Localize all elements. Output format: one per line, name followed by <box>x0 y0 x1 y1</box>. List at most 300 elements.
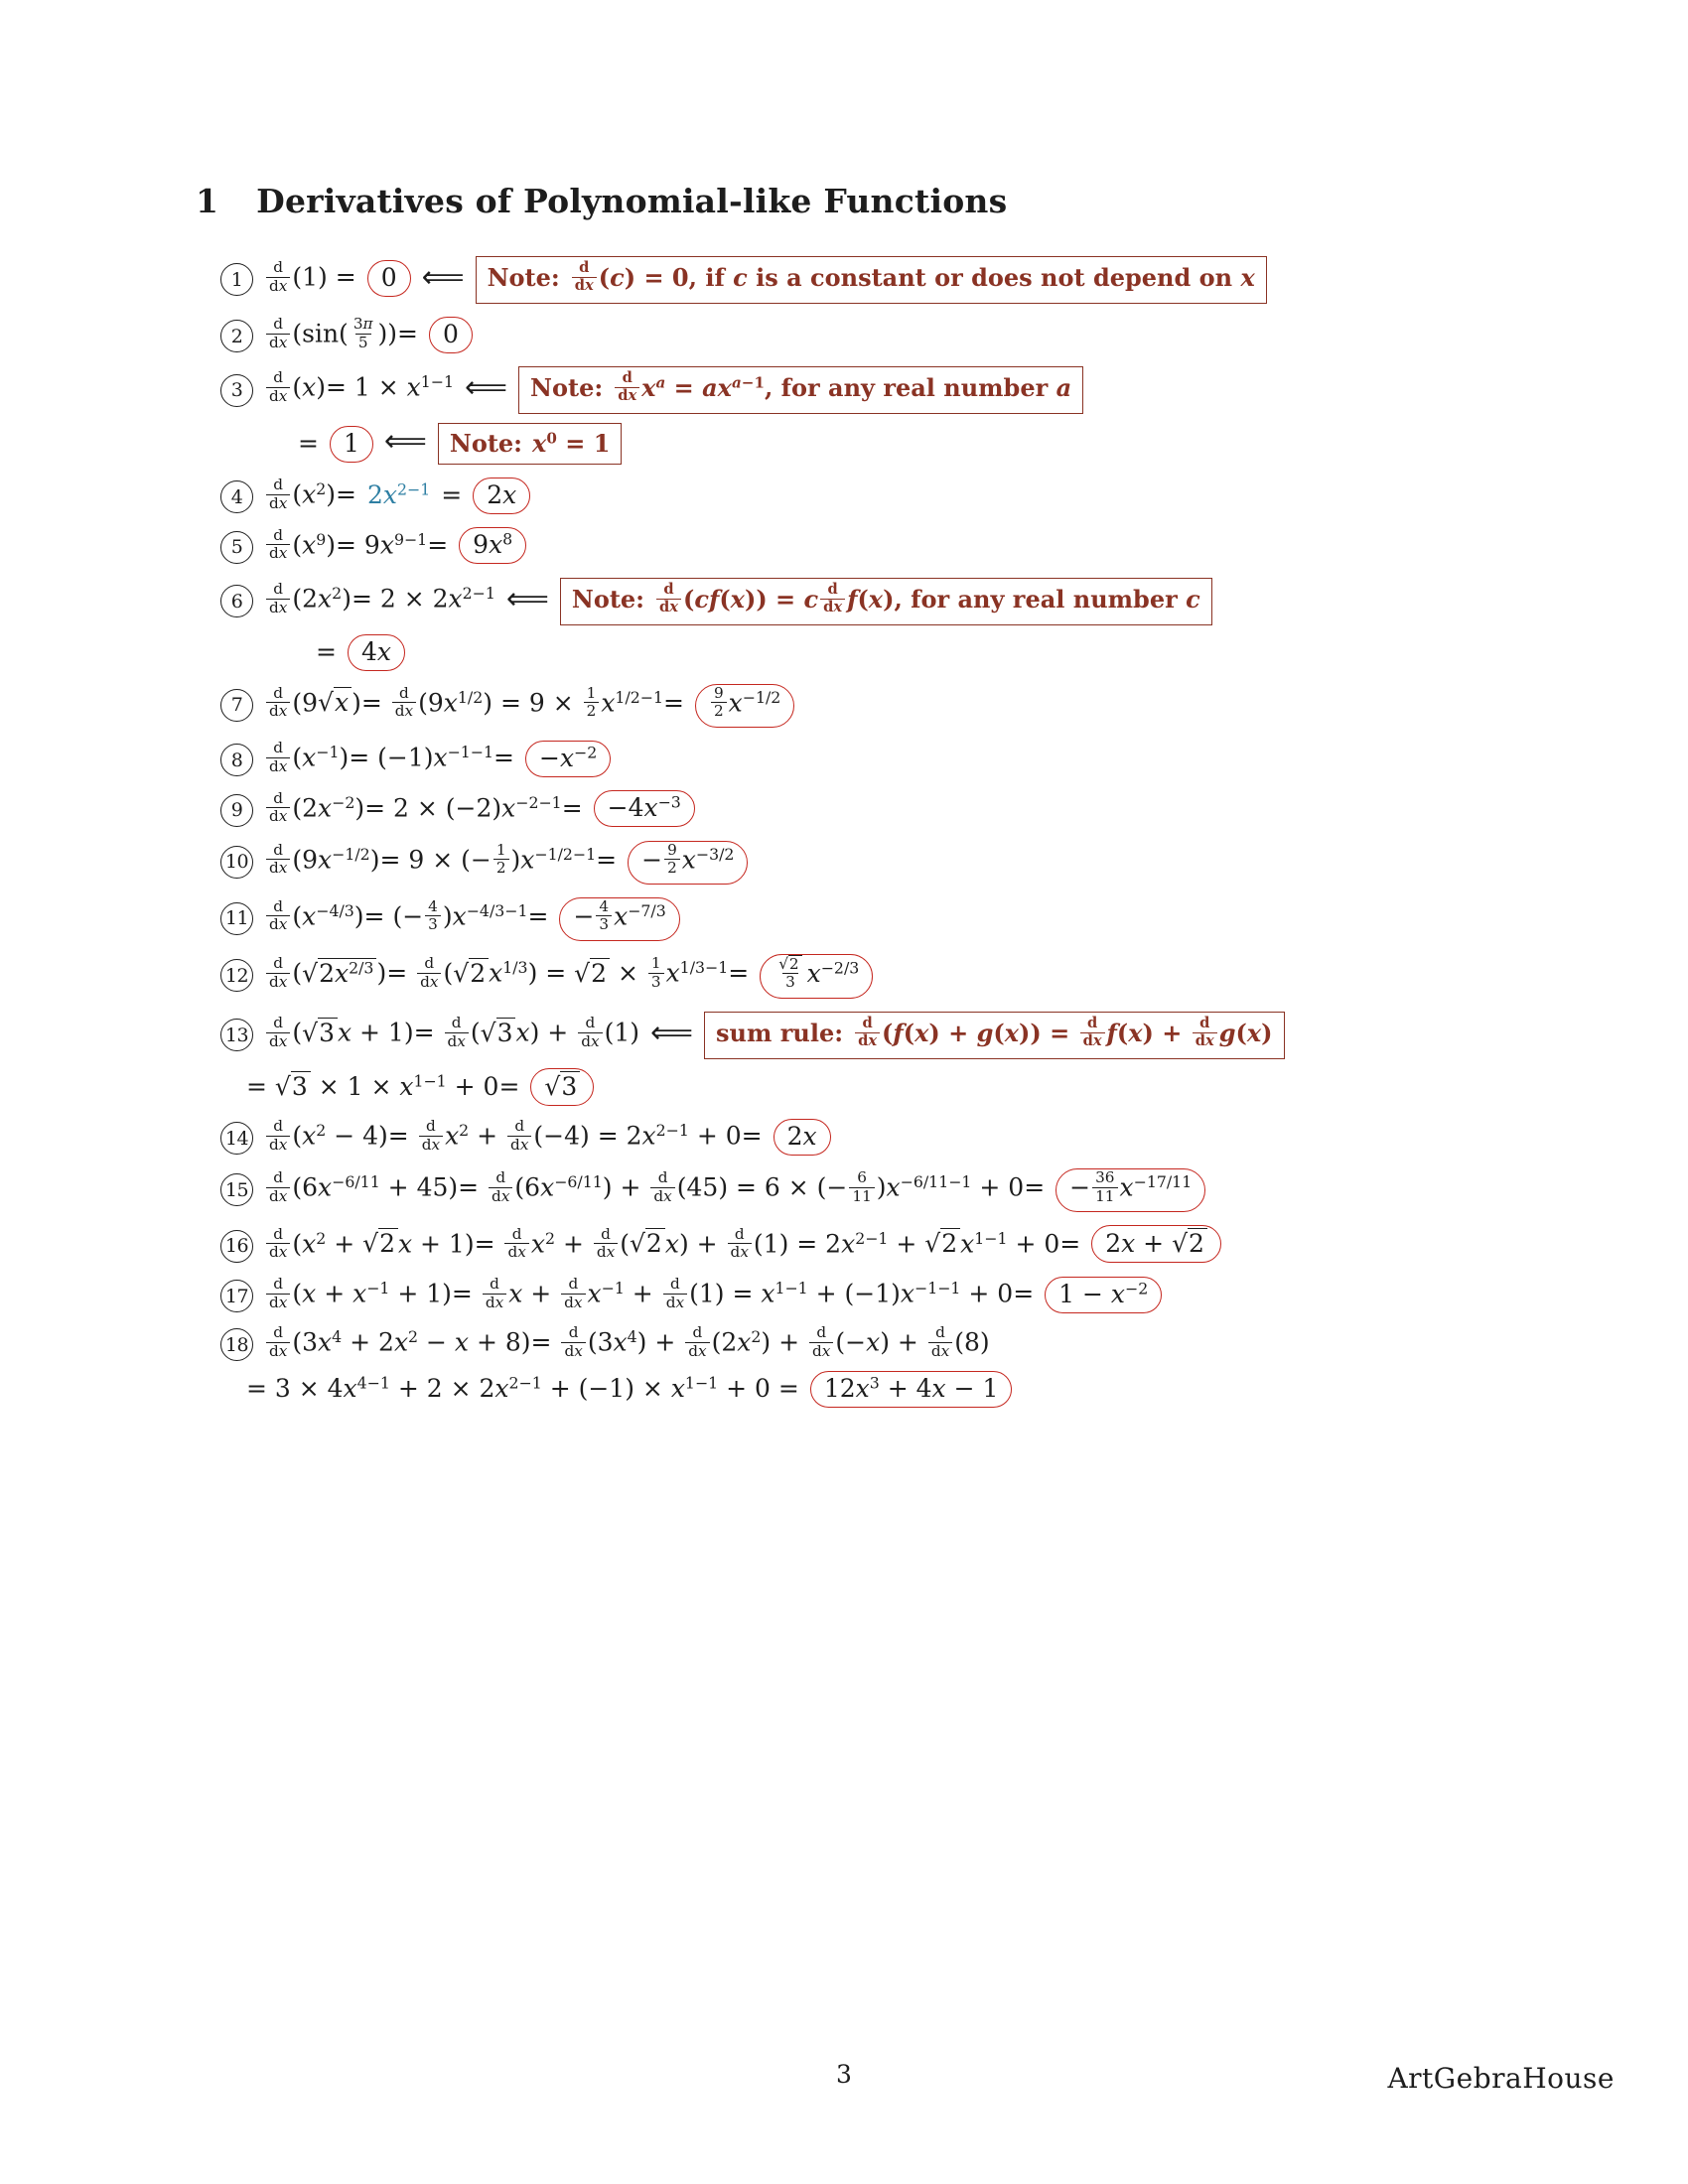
fraction <box>425 898 441 934</box>
variable: x <box>730 584 745 614</box>
superscript: 1/3 <box>502 958 528 978</box>
fraction-numerator: d <box>935 1323 945 1342</box>
superscript: −7/3 <box>628 900 666 920</box>
variable: x <box>318 793 333 823</box>
fraction-numerator: 36 <box>1095 1168 1115 1187</box>
sqrt <box>924 1229 960 1258</box>
math-segment: $\frac{d}{dx}$ $(x)= 1 \times x^{1-1}$ <box>264 371 454 407</box>
superscript: 1−1 <box>774 1279 808 1297</box>
ddx-fraction <box>266 1015 290 1050</box>
item-line <box>220 1012 1285 1059</box>
variable: x <box>376 636 391 666</box>
fraction <box>849 1169 874 1205</box>
fraction-denominator: dx <box>507 1136 531 1155</box>
item-line <box>220 1323 1285 1362</box>
variable: x <box>641 1121 656 1151</box>
fraction-numerator: 4 <box>599 896 610 915</box>
fraction-numerator: d <box>273 368 284 387</box>
sqrt-body: 3 <box>560 1071 580 1101</box>
variable: x <box>573 1293 583 1311</box>
fraction-numerator: d <box>399 683 409 702</box>
variable: x <box>587 1279 602 1308</box>
variable: x <box>302 1279 317 1308</box>
answer-circle: 1 <box>330 426 373 463</box>
variable: x <box>806 958 821 988</box>
fraction-numerator: d <box>424 954 435 973</box>
variable: x <box>429 972 439 991</box>
fraction-denominator: dx <box>266 334 290 352</box>
note-box <box>518 366 1083 414</box>
variable: x <box>590 1031 600 1050</box>
math-segment: $\frac{d}{dx}$ $(x + x^{-1} + 1)=$ $\frac{d}{dx}$ x + $\frac{d}{dx}$ $x^{-1}$ + $\frac{d}{dx}$ $(1) = x^{1-1} + (-1)x^{-1-1} + 0=$ <box>264 1278 1034 1313</box>
math-segment: $2x^{2-1}$ <box>366 479 431 509</box>
item-line <box>220 954 1285 999</box>
fraction-denominator: dx <box>561 1342 585 1361</box>
fraction-denominator: dx <box>1193 1032 1217 1050</box>
variable: x <box>585 276 594 294</box>
fraction-denominator: dx <box>728 1243 752 1262</box>
superscript: 4 <box>627 1327 637 1347</box>
answer-circle: $12x^3 + 4x - 1$ <box>810 1371 1013 1408</box>
variable: x <box>352 1279 367 1308</box>
fraction-numerator: 1 <box>495 840 506 859</box>
sqrt <box>362 1229 398 1258</box>
superscript: 1−1 <box>420 372 455 392</box>
superscript: 9 <box>316 529 327 549</box>
ddx-fraction <box>594 1226 618 1262</box>
fraction <box>584 685 600 721</box>
variable: x <box>278 972 288 991</box>
fraction-numerator: d <box>273 1275 284 1294</box>
ddx-fraction <box>445 1015 469 1050</box>
fraction <box>351 316 376 351</box>
section-title: Derivatives of Polynomial-like Functions <box>256 182 1008 220</box>
note-math: $\frac{d}{dx}$ (f(x) + g(x)) = $\frac{d}{dx}$ f(x) + $\frac{d}{dx}$ g(x) <box>853 1019 1272 1047</box>
variable: x <box>278 1186 288 1205</box>
ddx-fraction <box>266 259 290 295</box>
ddx-fraction <box>266 369 290 405</box>
variable: x <box>1119 1172 1134 1202</box>
ddx-fraction <box>561 1324 585 1360</box>
sqrt-body: 3 <box>291 1071 311 1101</box>
sqrt-body: $2x^{2/3}$ <box>318 958 376 988</box>
fraction-numerator: d <box>827 580 838 598</box>
item-line <box>220 1371 1285 1408</box>
answer-circle: − $\frac{36}{11}$ $x^{-17/11}$ <box>1055 1168 1205 1212</box>
sqrt-radical-icon: √ <box>274 1071 291 1101</box>
variable: x <box>1004 1018 1020 1047</box>
note-box <box>476 256 1267 304</box>
fraction-numerator: 4 <box>428 896 438 915</box>
sqrt-body: 2 <box>378 1228 398 1258</box>
math-segment: $\frac{d}{dx}$ $(3x^4 + 2x^2 - x + 8)=$ $\frac{d}{dx}$ $(3x^4)$ + $\frac{d}{dx}$ $(2x^2)$ + $\frac{d}{dx}$ (−x) + $\frac{d}{dx}$ (8) <box>264 1326 990 1362</box>
fraction-denominator: dx <box>483 1294 506 1312</box>
fraction-numerator: d <box>734 1224 745 1243</box>
superscript: 2 <box>751 1327 762 1347</box>
variable: x <box>404 702 414 721</box>
ddx-fraction <box>928 1324 952 1360</box>
variable: x <box>278 702 288 721</box>
math-segment: $\frac{d}{dx}$ $(2x^{-2})= 2 \times (-2)x^{-2-1}=$ <box>264 792 583 828</box>
implies-arrow-icon: ⟸ <box>465 370 508 406</box>
sqrt-body: 2 <box>469 958 489 988</box>
fraction-denominator: dx <box>266 1187 290 1206</box>
answer-circle: − $\frac{4}{3}$ $x^{-7/3}$ <box>559 897 679 941</box>
fraction <box>596 898 612 934</box>
item-line <box>220 790 1285 828</box>
variable: x <box>833 598 843 615</box>
ddx-fraction <box>419 1118 443 1154</box>
variable: x <box>641 373 656 403</box>
variable: x <box>520 845 535 875</box>
superscript: −2 <box>1125 1279 1149 1297</box>
sqrt-body: 2 <box>590 958 610 988</box>
variable: x <box>278 1341 288 1360</box>
ddx-fraction <box>266 316 290 351</box>
superscript: −3/2 <box>695 844 735 864</box>
variable: x <box>494 1293 504 1311</box>
fraction-denominator: dx <box>663 1294 687 1312</box>
variable: x <box>664 1229 679 1259</box>
ddx-fraction <box>266 1118 290 1154</box>
fraction-numerator: d <box>273 840 284 859</box>
superscript: 2 <box>544 1228 555 1248</box>
fraction-denominator: dx <box>656 599 681 616</box>
fraction-numerator: d <box>273 896 284 915</box>
sqrt <box>302 1019 338 1047</box>
variable: x <box>868 1031 878 1049</box>
item-number-badge: 6 <box>220 585 253 617</box>
variable: π <box>362 315 373 334</box>
fraction-denominator: dx <box>685 1342 709 1361</box>
ddx-fraction <box>266 1226 290 1262</box>
fraction-numerator: d <box>1199 1014 1210 1031</box>
fraction-denominator: 2 <box>664 859 680 878</box>
fraction-numerator: d <box>670 1275 680 1294</box>
superscript: 1/3−1 <box>679 958 729 978</box>
sqrt-radical-icon: √ <box>302 1018 319 1047</box>
implies-arrow-icon: ⟸ <box>505 581 549 616</box>
fraction-denominator: 3 <box>596 915 612 934</box>
variable: c <box>1186 584 1200 614</box>
variable: x <box>670 1374 685 1404</box>
variable: x <box>343 1374 357 1404</box>
fraction-numerator: d <box>451 1014 462 1032</box>
variable: x <box>278 1031 288 1050</box>
fraction-denominator: 3 <box>425 915 441 934</box>
variable: g <box>1218 1018 1236 1047</box>
item-number-badge: 16 <box>220 1230 253 1263</box>
variable: x <box>457 1031 466 1050</box>
fraction-denominator: dx <box>928 1342 952 1361</box>
variable: x <box>452 901 467 931</box>
fraction-denominator: dx <box>820 599 845 616</box>
fraction-numerator: d <box>273 1224 284 1243</box>
item-line <box>220 684 1285 728</box>
items-list <box>220 256 1285 1408</box>
superscript: −3 <box>657 792 681 812</box>
fraction-numerator: d <box>495 1168 506 1187</box>
ddx-fraction <box>656 582 681 616</box>
variable: x <box>302 1229 317 1259</box>
variable: x <box>681 845 696 875</box>
variable: x <box>302 373 317 403</box>
variable: x <box>841 1229 856 1259</box>
sqrt <box>778 955 801 973</box>
note-math: $\frac{d}{dx}$ (cf(x)) = c $\frac{d}{dx}$ f(x), for any real number c <box>654 585 1200 614</box>
answer-circle: $1 - x^{-2}$ <box>1045 1277 1162 1313</box>
math-segment: = <box>298 428 319 458</box>
superscript: 2−1 <box>462 584 495 604</box>
fraction-denominator: 5 <box>355 334 371 352</box>
variable: x <box>443 688 458 718</box>
variable: x <box>302 479 317 509</box>
superscript: 4−1 <box>356 1373 390 1393</box>
ddx-fraction <box>572 260 597 295</box>
variable: x <box>406 373 421 403</box>
fraction-numerator: d <box>273 1168 284 1187</box>
variable: x <box>931 1374 946 1404</box>
variable: x <box>1204 1031 1214 1049</box>
variable: x <box>454 1327 470 1357</box>
superscript: −1−1 <box>447 742 494 761</box>
item-number-badge: 1 <box>220 263 253 296</box>
fraction-denominator: dx <box>855 1032 880 1050</box>
superscript: −1 <box>601 1279 625 1297</box>
ddx-fraction <box>483 1276 506 1311</box>
fraction-numerator: d <box>273 258 284 277</box>
variable: x <box>337 1018 352 1047</box>
variable: x <box>1092 1031 1102 1049</box>
variable: x <box>302 1121 317 1151</box>
fraction-denominator: dx <box>504 1243 528 1262</box>
note-label: sum rule: <box>716 1018 844 1047</box>
fraction-denominator: dx <box>266 807 290 826</box>
variable: f <box>893 1018 904 1047</box>
variable: x <box>278 387 288 406</box>
item-number-badge: 5 <box>220 531 253 564</box>
ddx-fraction <box>615 370 639 405</box>
fraction-numerator: d <box>579 259 590 276</box>
superscript: 2 <box>408 1327 419 1347</box>
variable: x <box>643 793 658 823</box>
sqrt-body: 2 <box>1188 1228 1207 1258</box>
variable: x <box>489 530 503 560</box>
variable: x <box>502 479 517 509</box>
superscript: 8 <box>502 529 513 549</box>
variable: x <box>698 1341 707 1360</box>
fraction-numerator: d <box>622 369 633 387</box>
fraction-numerator: d <box>657 1168 668 1187</box>
superscript: −1−1 <box>914 1279 961 1297</box>
fraction-numerator: 9 <box>713 683 724 702</box>
item-number-badge: 18 <box>220 1328 253 1361</box>
variable: x <box>489 958 503 988</box>
fraction <box>493 842 509 878</box>
variable: x <box>515 1018 530 1047</box>
superscript: 4 <box>332 1327 343 1347</box>
fraction-numerator: 1 <box>586 683 597 702</box>
item-line <box>220 741 1285 778</box>
fraction-denominator: dx <box>445 1032 469 1051</box>
superscript: 2 <box>316 1228 327 1248</box>
superscript: −17/11 <box>1133 1171 1193 1191</box>
note-label: Note: <box>571 584 645 614</box>
sqrt <box>318 688 352 717</box>
superscript: −1/2 <box>742 687 781 707</box>
sqrt-body: 2 <box>940 1228 960 1258</box>
variable: x <box>448 584 463 614</box>
superscript: −4/3−1 <box>466 900 528 920</box>
fraction-numerator: 9 <box>667 840 677 859</box>
superscript: 2/3 <box>349 958 374 978</box>
ddx-fraction <box>561 1276 585 1311</box>
variable: a <box>702 373 718 403</box>
math-segment: $\frac{d}{dx}$ $(x^2 - 4)=$ $\frac{d}{dx}$ $x^2$ + $\frac{d}{dx}$ $(-4) = 2x^{2-1} + 0=$ <box>264 1120 763 1156</box>
variable: x <box>532 428 547 458</box>
variable: x <box>866 1327 881 1357</box>
fraction-denominator: dx <box>417 973 441 992</box>
fraction-denominator: dx <box>266 1243 290 1262</box>
fraction-numerator: d <box>663 580 674 598</box>
answer-circle: 2x <box>774 1119 831 1156</box>
item-line <box>220 478 1285 515</box>
fraction-denominator: dx <box>615 387 639 405</box>
variable: a <box>1055 373 1072 403</box>
variable: x <box>494 1374 509 1404</box>
note-math: $\frac{d}{dx}$ $x^a = ax^{a-1}$, for any real number a <box>613 373 1071 402</box>
variable: x <box>500 1186 510 1205</box>
ddx-fraction <box>266 955 290 991</box>
fraction-numerator: d <box>1086 1014 1098 1031</box>
sqrt <box>453 959 489 988</box>
ddx-fraction <box>685 1324 709 1360</box>
fraction-denominator: 11 <box>849 1187 874 1206</box>
item-number-badge: 9 <box>220 794 253 827</box>
item-line <box>220 256 1285 304</box>
fraction-numerator: d <box>273 476 284 494</box>
sqrt <box>275 1072 311 1101</box>
fraction-denominator: dx <box>266 1032 290 1051</box>
fraction-denominator: 2 <box>493 859 509 878</box>
variable: x <box>399 1071 414 1101</box>
fraction-denominator: dx <box>266 973 290 992</box>
item-number-badge: 13 <box>220 1019 253 1051</box>
fraction-numerator: d <box>273 1014 284 1032</box>
sqrt <box>630 1229 665 1258</box>
sqrt-radical-icon: √ <box>362 1229 379 1259</box>
sqrt-radical-icon: √ <box>778 954 788 973</box>
variable: x <box>675 1293 685 1311</box>
variable: x <box>614 901 629 931</box>
fraction-numerator <box>775 955 804 974</box>
variable: x <box>445 1121 460 1151</box>
fraction-numerator: d <box>568 1275 579 1294</box>
answer-circle <box>530 1068 594 1106</box>
variable: x <box>393 1327 409 1357</box>
sqrt <box>481 1019 516 1047</box>
variable: x <box>379 530 394 560</box>
fraction-denominator: dx <box>266 387 290 406</box>
brand-logo: ArtGebraHouse <box>1387 2062 1615 2095</box>
superscript: 0 <box>546 429 557 448</box>
item-line <box>220 841 1285 885</box>
superscript: 2−1 <box>508 1373 542 1393</box>
section-heading <box>196 182 1007 220</box>
superscript: 1−1 <box>413 1070 447 1090</box>
sqrt-body: 3 <box>496 1018 516 1047</box>
math-segment: = $√3 \times 1 \times x^{1-1} + 0=$ <box>246 1070 520 1101</box>
variable: x <box>960 1229 975 1259</box>
ddx-fraction <box>266 740 290 775</box>
variable: x <box>1246 1018 1262 1047</box>
variable: x <box>397 1229 413 1259</box>
variable: x <box>318 845 333 875</box>
fraction-numerator: d <box>568 1323 579 1342</box>
fraction-numerator: d <box>862 1014 873 1031</box>
fraction-denominator: dx <box>266 277 290 296</box>
math-segment: $\frac{d}{dx}$ (1) = <box>264 261 356 297</box>
note-box <box>704 1012 1285 1059</box>
fraction-numerator: d <box>273 954 284 973</box>
superscript: 1/2 <box>457 687 484 707</box>
variable: x <box>886 1172 901 1202</box>
variable: x <box>302 530 317 560</box>
fraction-numerator: d <box>425 1117 436 1135</box>
fraction-denominator: dx <box>266 1294 290 1312</box>
variable: a <box>655 373 666 392</box>
fraction-denominator: dx <box>650 1187 674 1206</box>
answer-circle: 2x + √2 <box>1091 1225 1221 1263</box>
item-line <box>220 1225 1285 1264</box>
superscript: −4/3 <box>316 900 354 920</box>
ddx-fraction <box>809 1324 833 1360</box>
item-number-badge: 17 <box>220 1280 253 1312</box>
math-segment: $\frac{d}{dx}$ $(x^{-4/3})=$ (− $\frac{4}{3}$ )$x^{-4/3-1}=$ <box>264 900 548 936</box>
item-line <box>220 366 1285 414</box>
answer-circle: 2x <box>473 478 530 514</box>
variable: x <box>278 1135 288 1154</box>
fraction-denominator: dx <box>572 277 597 295</box>
variable: x <box>740 1243 749 1262</box>
math-segment: $\frac{d}{dx}$ (√3 x + 1)= $\frac{d}{dx}$ (√3 x) + $\frac{d}{dx}$ (1) <box>264 1017 639 1052</box>
fraction-numerator: 3π <box>352 315 373 334</box>
sqrt-radical-icon: √ <box>1172 1229 1188 1259</box>
variable: f <box>847 584 858 614</box>
fraction-numerator: d <box>273 315 284 334</box>
item-line <box>220 634 1285 671</box>
fraction-denominator: dx <box>489 1187 512 1206</box>
variable: a <box>731 373 742 392</box>
answer-circle: $9x^8$ <box>459 527 526 564</box>
superscript: −6/11 <box>332 1171 380 1191</box>
superscript: a−1 <box>731 373 765 392</box>
variable: x <box>900 1279 915 1308</box>
sqrt-body <box>334 687 352 717</box>
answer-circle <box>760 954 873 999</box>
item-line <box>220 1168 1285 1212</box>
item-number-badge: 2 <box>220 320 253 352</box>
variable: x <box>914 1018 929 1047</box>
ddx-fraction <box>578 1015 602 1050</box>
fraction-denominator: 2 <box>584 702 600 721</box>
sqrt-radical-icon: √ <box>318 688 334 718</box>
ddx-fraction <box>663 1276 687 1311</box>
sqrt-radical-icon: √ <box>544 1071 561 1101</box>
variable: x <box>334 688 350 718</box>
note-label: Note: <box>530 373 604 403</box>
fraction-denominator: dx <box>266 1342 290 1361</box>
